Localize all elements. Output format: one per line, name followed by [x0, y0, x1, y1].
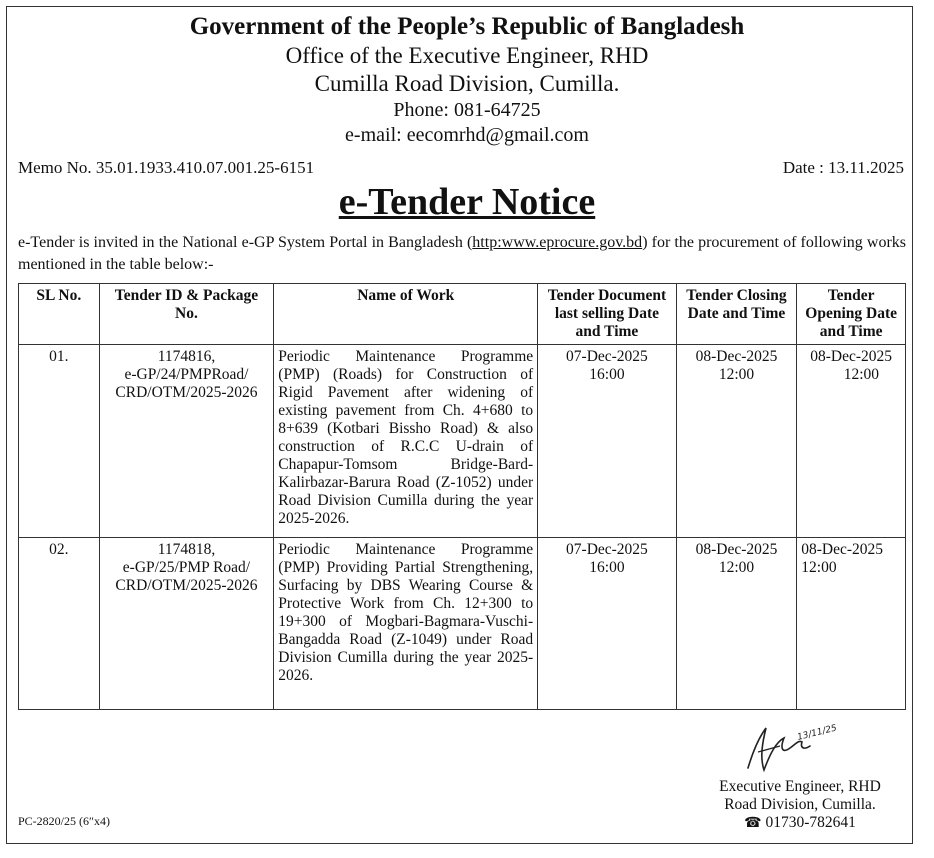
office-email: e-mail: eecomrhd@gmail.com	[345, 124, 589, 146]
open-time: 12:00	[843, 366, 879, 383]
close-time: 12:00	[718, 366, 755, 383]
memo-number: Memo No. 35.01.1933.410.07.001.25-6151	[18, 158, 315, 177]
division-name: Cumilla Road Division, Cumilla.	[314, 71, 620, 96]
open-date: 08-Dec-2025	[801, 541, 884, 558]
close-date: 08-Dec-2025	[695, 541, 778, 558]
close-time: 12:00	[718, 559, 755, 576]
row-doc-last	[538, 345, 677, 538]
row-opening	[797, 538, 906, 710]
row-tender-id	[99, 345, 274, 538]
tender-id: 1174816,	[157, 348, 216, 365]
col-doc-last-header: Tender Document last selling Date and Time	[538, 284, 677, 345]
col-tender-id-header: Tender ID & Package No.	[99, 284, 274, 345]
row-tender-id	[99, 538, 274, 710]
telephone-icon: ☎	[744, 816, 762, 831]
close-date: 08-Dec-2025	[695, 348, 778, 365]
col-closing-header: Tender Closing Date and Time	[676, 284, 797, 345]
signatory-phone-number: 01730-782641	[765, 814, 856, 831]
handwritten-signature	[740, 718, 840, 778]
signature-block	[700, 778, 900, 833]
government-heading: Government of the People’s Republic of Bangladesh	[189, 13, 745, 40]
row-doc-last	[538, 538, 677, 710]
package-no: e-GP/25/PMP Road/ CRD/OTM/2025-2026	[115, 559, 258, 594]
package-no: e-GP/24/PMPRoad/ CRD/OTM/2025-2026	[115, 366, 258, 401]
signatory-office: Road Division, Cumilla.	[724, 796, 876, 813]
svg-text:13/11/25: 13/11/25	[796, 723, 838, 743]
row-closing	[676, 345, 797, 538]
signatory-designation: Executive Engineer, RHD	[719, 778, 881, 795]
open-time: 12:00	[801, 559, 837, 576]
col-sl-header: SL No.	[19, 284, 100, 345]
print-code: PC-2820/25 (6″x4)	[18, 814, 110, 828]
col-work-header: Name of Work	[274, 284, 538, 345]
doc-date: 07-Dec-2025	[566, 541, 648, 558]
doc-time: 16:00	[589, 366, 625, 383]
open-date: 08-Dec-2025	[810, 348, 893, 365]
table-row	[19, 538, 906, 710]
signatory-phone	[700, 814, 900, 833]
row-opening	[797, 345, 906, 538]
table-row	[19, 345, 906, 538]
letterhead	[0, 12, 934, 148]
page-title: e-Tender Notice	[338, 181, 596, 223]
row-closing	[676, 538, 797, 710]
table-header-row	[19, 284, 906, 345]
intro-text-before: e-Tender is invited in the National e-GP System Portal in Bangladesh (	[18, 234, 473, 251]
row-sl: 02.	[19, 538, 100, 710]
intro-paragraph	[18, 232, 906, 276]
tender-table	[18, 283, 906, 710]
office-name: Office of the Executive Engineer, RHD	[285, 43, 649, 68]
notice-date: Date : 13.11.2025	[782, 158, 904, 177]
row-work: Periodic Maintenance Programme (PMP) Providing Partial Strengthening, Surfacing by DBS Wearing Course & Protective Work from Ch. 12+300 to 19+300 of Mogbari-Bagmara-Vuschi-Bangadda Road (Z-1049) under Road Division Cumilla during the year 2025-2026.	[274, 538, 538, 710]
row-sl: 01.	[19, 345, 100, 538]
row-work: Periodic Maintenance Programme (PMP) (Roads) for Construction of Rigid Pavement after widening of existing pavement from Ch. 4+680 to 8+639 (Kotbari Bissho Road) & also construction of R.C.C U-drain of Chapapur-Tomsom Bridge-Bard-Kalirbazar-Barura Road (Z-1052) under Road Division Cumilla during the year 2025-2026.	[274, 345, 538, 538]
intro-text-after: ) for the procurement of following works mentioned in the table below:-	[18, 234, 907, 273]
doc-date: 07-Dec-2025	[566, 348, 648, 365]
office-phone: Phone: 081-64725	[393, 99, 541, 121]
col-opening-header: Tender Opening Date and Time	[797, 284, 906, 345]
eprocure-link[interactable]: http:www.eprocure.gov.bd	[472, 234, 643, 251]
doc-time: 16:00	[589, 559, 625, 576]
tender-id: 1174818,	[157, 541, 216, 558]
